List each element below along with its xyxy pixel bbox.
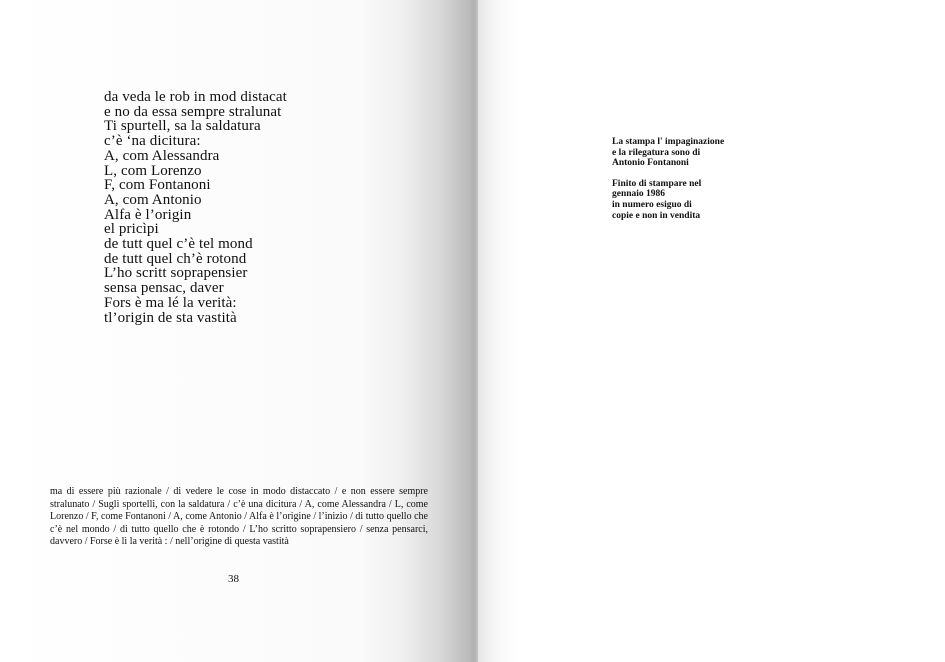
poem-line: Ti spurtell, sa la saldatura <box>104 118 261 135</box>
colophon-line: gennaio 1986 <box>612 189 666 200</box>
colophon-line: e la rilegatura sono di <box>612 147 701 158</box>
poem <box>104 90 287 325</box>
poem-line: A, com Antonio <box>104 191 202 208</box>
poem-line: da veda le rob in mod distacat <box>104 89 287 105</box>
poem-line: c’è ‘na dicitura: <box>104 133 201 150</box>
poem-line: L, com Lorenzo <box>104 162 202 179</box>
colophon-line: Antonio Fontanoni <box>612 158 689 169</box>
colophon <box>612 137 724 231</box>
poem-line: de tutt quel c’è tel mond <box>104 236 253 253</box>
colophon-credits <box>612 137 724 169</box>
colophon-line: La stampa l' impaginazione <box>612 137 725 147</box>
poem-line: el pricìpi <box>104 221 159 238</box>
page-number: 38 <box>228 573 239 585</box>
italian-translation: ma di essere più razionale / di vedere le cose in modo distaccato / e non essere sempre stralunato / Sugli sportelli, con la saldatura / c’è una dicitura / A, come Alessandra / L, come Lorenzo / F, come Fontanoni / A, come Antonio / Alfa è l’origine / l’inizio / di tutto quello che c’è nel mondo / di tutto quello che è rotondo / L’ho scritto soprapensiero / senza pensarci, davvero / Forse è lì la verità : / nell’origine di questa vastità <box>50 486 428 548</box>
poem-line: e no da essa sempre stralunat <box>104 103 282 120</box>
poem-line: Alfa è l’origin <box>104 206 192 223</box>
poem-line: tl’origin de sta vastità <box>104 309 237 326</box>
colophon-line: in numero esiguo di <box>612 199 692 210</box>
colophon-print-info <box>612 179 724 221</box>
right-page <box>478 0 945 662</box>
poem-line: de tutt quel ch’è rotond <box>104 250 247 267</box>
colophon-line: copie e non in vendita <box>612 210 701 221</box>
poem-line: F, com Fontanoni <box>104 177 211 194</box>
colophon-line: Finito di stampare nel <box>612 178 702 189</box>
poem-line: Fors è ma lé la verità: <box>104 294 237 311</box>
poem-line: A, com Alessandra <box>104 147 220 164</box>
poem-line: sensa pensac, daver <box>104 280 224 297</box>
poem-line: L’ho scritt soprapensier <box>104 265 248 282</box>
